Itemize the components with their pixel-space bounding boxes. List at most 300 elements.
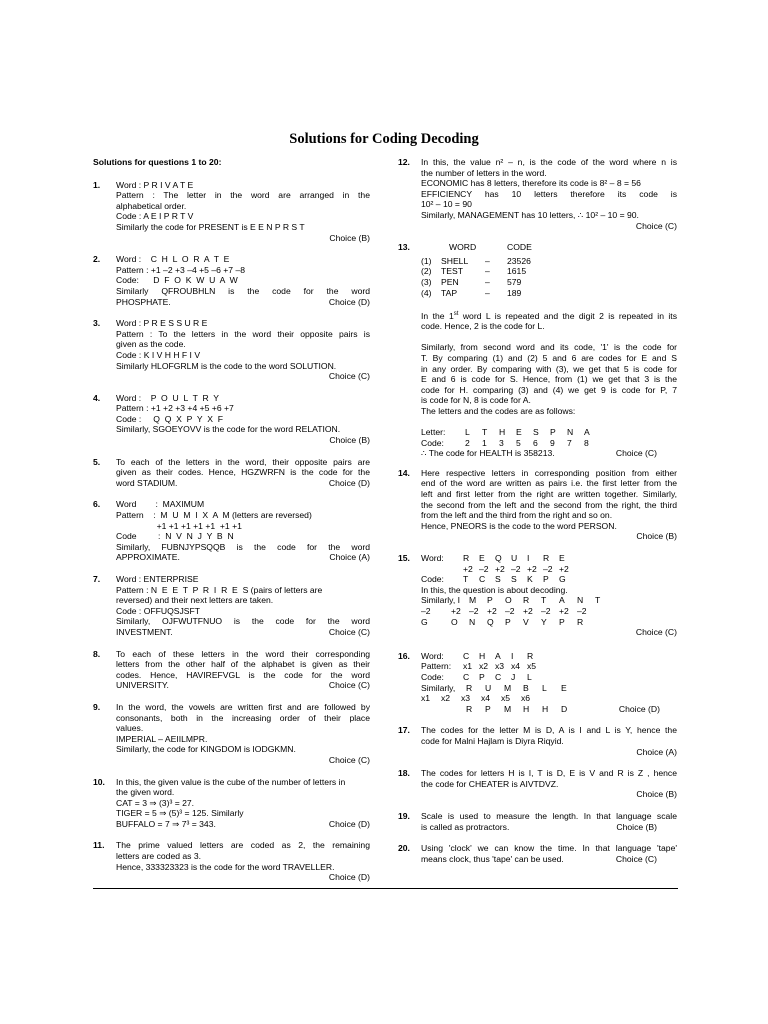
letter-cell: T <box>482 427 488 438</box>
answer-choice: Choice (B) <box>636 531 677 542</box>
code-cell: D <box>561 703 568 714</box>
row-word: TAP <box>441 287 458 298</box>
page-title: Solutions for Coding Decoding <box>289 131 479 147</box>
table-row <box>421 256 677 267</box>
solution-line: code for Malni Hajlam is Diyra Riqyid. <box>421 735 564 746</box>
solution-line <box>116 680 370 691</box>
pattern-row <box>421 661 677 672</box>
pattern-cell: x3 <box>495 661 505 672</box>
solution-line: given as the code. <box>116 339 186 350</box>
solution-line: Using 'clock' we can know the time. In that language 'tape' <box>421 843 677 854</box>
word-label: Word: <box>421 553 444 564</box>
answer-choice: Choice (C) <box>328 626 370 637</box>
solution-line: consonants, both in the increasing order of their place <box>116 712 370 723</box>
code-label <box>421 704 466 715</box>
letter-cell: L <box>542 682 547 693</box>
code-label: Code: <box>421 437 444 448</box>
pattern-cell: x1 <box>421 693 431 704</box>
word-row <box>421 651 677 662</box>
code-label: Code: <box>421 574 444 585</box>
solution-4 <box>93 393 370 446</box>
question-number: 14. <box>398 467 410 478</box>
letter-cell: U <box>485 682 492 693</box>
question-number: 17. <box>398 725 410 736</box>
code-cell: P <box>479 671 485 682</box>
pattern-cell: x4 <box>481 693 491 704</box>
pattern-cell: –2 <box>541 606 551 617</box>
letter-cell: N <box>567 427 574 438</box>
letter-cell: C <box>463 650 470 661</box>
spacer <box>421 417 677 428</box>
solution-line: Code : N V N J Y B N <box>116 531 234 542</box>
question-number: 6. <box>93 499 101 510</box>
code-cell: H <box>523 703 530 714</box>
letter-cell: A <box>495 650 501 661</box>
code-row <box>421 574 677 585</box>
solution-1 <box>93 180 370 244</box>
solution-line: the number of letters in the word. <box>421 167 547 178</box>
row-code: 189 <box>507 287 522 298</box>
table-header-code: CODE <box>507 242 532 253</box>
code-cell: R <box>577 616 584 627</box>
pattern-cell: x3 <box>461 693 471 704</box>
letter-cell: T <box>595 595 601 606</box>
answer-choice: Choice (D) <box>328 477 370 488</box>
question-number: 13. <box>398 242 410 253</box>
pattern-cell: +2 <box>559 606 569 617</box>
solution-text: In the 1 <box>421 310 454 321</box>
solution-line: values. <box>116 723 144 734</box>
solution-line: Word : MAXIMUM <box>116 499 205 510</box>
letter-cell: E <box>561 682 567 693</box>
question-number: 12. <box>398 157 410 167</box>
similar-label: Similarly, <box>421 682 456 693</box>
code-row <box>421 438 677 449</box>
code-cell: S <box>495 574 501 585</box>
answer-choice: Choice (C) <box>328 754 370 765</box>
answer-choice: Choice (C) <box>635 627 677 638</box>
pattern-label: Pattern: <box>421 661 452 672</box>
solution-3 <box>93 318 370 382</box>
question-number: 16. <box>398 650 410 661</box>
solution-line: To each of these letters in the word their corresponding <box>116 648 370 659</box>
solution-9 <box>93 702 370 766</box>
solution-14 <box>398 468 677 542</box>
solution-line: left and first letter from the right are written together. Similarly, <box>421 489 677 500</box>
table-cell <box>485 242 507 253</box>
answer-choice: Choice (C) <box>635 220 677 231</box>
letter-cell: H <box>499 427 506 438</box>
pattern-cell: +2 <box>495 563 505 574</box>
table-row <box>421 277 677 288</box>
solution-line: T. By comparing (1) and (2) 5 and 6 are codes for E and S <box>421 352 677 363</box>
solution-line: Code : Q Q X P Y X F <box>116 413 223 424</box>
pattern-cell: x1 <box>463 661 473 672</box>
letter-cell: M <box>469 595 477 606</box>
row-code: 579 <box>507 276 522 287</box>
pattern-cell: –2 <box>511 563 521 574</box>
spacer <box>421 298 677 309</box>
solution-line <box>116 819 370 830</box>
solution-line: Word : P R E S S U R E <box>116 318 208 329</box>
answer-choice: Choice (C) <box>615 853 657 864</box>
table-header-word: WORD <box>449 242 477 253</box>
pattern-cell: x5 <box>501 693 511 704</box>
solution-line: letters from the other half of the alphabet is given as their <box>116 659 370 670</box>
letter-cell: T <box>541 595 547 606</box>
solution-11 <box>93 840 370 882</box>
answer-choice: Choice (C) <box>615 448 657 459</box>
solution-line: code. Hence, 2 is the code for L. <box>421 321 545 332</box>
similar-pattern-row <box>421 693 677 704</box>
solution-text: APPROXIMATE. <box>116 552 180 563</box>
code-cell: S <box>511 574 517 585</box>
word-row <box>421 553 677 564</box>
code-cell: K <box>527 574 533 585</box>
solution-line: The letters and the codes are as follows: <box>421 405 576 416</box>
pattern-cell: –2 <box>577 606 587 617</box>
code-cell: O <box>451 616 458 627</box>
question-number: 2. <box>93 254 101 265</box>
question-number: 18. <box>398 768 410 779</box>
solution-16 <box>398 651 677 715</box>
solution-line: Word : P O U L T R Y <box>116 392 220 403</box>
solution-text: BUFFALO = 7 ⇒ 7³ = 343. <box>116 818 216 829</box>
code-cell: 1 <box>482 437 487 448</box>
answer-choice: Choice (D) <box>328 296 370 307</box>
question-number: 3. <box>93 318 101 329</box>
pattern-label <box>421 564 463 575</box>
solution-line: Pattern : +1 –2 +3 –4 +5 –6 +7 –8 <box>116 264 246 275</box>
letter-cell: R <box>543 553 550 564</box>
row-number: (2) <box>421 266 432 277</box>
pattern-cell: +2 <box>451 606 461 617</box>
solution-line: Pattern : N E E T P R I R E S (pairs of letters are <box>116 584 323 595</box>
pattern-cell: +2 <box>487 606 497 617</box>
solution-line: in any order. By comparing with (3), we get that 5 is code for <box>421 363 677 374</box>
answer-choice: Choice (A) <box>636 746 677 757</box>
letter-cell: I <box>527 553 530 564</box>
solution-line <box>116 478 370 489</box>
code-cell: 8 <box>584 437 589 448</box>
question-number: 10. <box>93 776 105 787</box>
word-label: Word: <box>421 650 444 661</box>
pattern-row <box>421 564 677 575</box>
solution-line: from the left and the third from the right and so on. <box>421 510 613 521</box>
letter-cell: O <box>505 595 512 606</box>
solution-12 <box>398 157 677 231</box>
letter-cell: B <box>523 682 529 693</box>
letter-cell: R <box>463 553 470 564</box>
letter-cell: E <box>559 553 565 564</box>
code-cell: P <box>505 616 511 627</box>
pattern-cell: –2 <box>421 606 431 617</box>
code-cell: R <box>466 703 473 714</box>
solution-line: Scale is used to measure the length. In that language scale <box>421 810 677 821</box>
question-number: 8. <box>93 648 101 659</box>
solution-line: TIGER = 5 ⇒ (5)³ = 125. Similarly <box>116 808 244 819</box>
code-cell: 5 <box>516 437 521 448</box>
row-dash: – <box>485 287 490 298</box>
solution-line <box>421 822 677 833</box>
solution-line: Similarly, MANAGEMENT has 10 letters, ∴ 10² – 10 = 90. <box>421 209 639 220</box>
solution-line: given as their codes. Hence, HGZWRFN is the code for the <box>116 467 370 478</box>
answer-choice: Choice (B) <box>329 232 370 243</box>
question-number: 1. <box>93 179 101 190</box>
solution-line: code for H. comparing (3) and (4) we get 9 is code for P, 7 <box>421 384 677 395</box>
row-code: 1615 <box>507 266 527 277</box>
answer-choice: Choice (C) <box>328 371 370 382</box>
left-column <box>93 157 370 894</box>
solution-8 <box>93 649 370 691</box>
pattern-cell: x2 <box>479 661 489 672</box>
answer-choice: Choice (B) <box>636 789 677 800</box>
letter-cell: U <box>511 553 518 564</box>
solution-line: Hence, PNEORS is the code to the word PERSON. <box>421 520 617 531</box>
solution-text: word L is repeated and the digit 2 is repeated in its <box>458 310 677 321</box>
pattern-cell: x2 <box>441 693 451 704</box>
row-number: (4) <box>421 287 432 298</box>
pattern-cell: +2 <box>527 563 537 574</box>
solution-line: CAT = 3 ⇒ (3)³ = 27. <box>116 797 195 808</box>
question-number: 19. <box>398 810 410 821</box>
solution-line: 10² – 10 = 90 <box>421 199 472 210</box>
solution-line: IMPERIAL – AEIILMPR. <box>116 733 208 744</box>
solution-15 <box>398 553 677 638</box>
solution-line: In the word, the vowels are written first and are followed by <box>116 701 370 712</box>
section-heading: Solutions for questions 1 to 20: <box>93 157 222 167</box>
letter-cell: N <box>577 595 584 606</box>
solution-line: Word : P R I V A T E <box>116 179 194 190</box>
solution-line: codes. Hence, HAVIREFVGL is the code for the word <box>116 669 370 680</box>
solution-line: Hence, 333323323 is the code for the word TRAVELLER. <box>116 861 335 872</box>
row-code: 23526 <box>507 255 531 266</box>
code-cell: C <box>463 671 470 682</box>
solution-line: To each of the letters in the word, their opposite pairs are <box>116 456 370 467</box>
solution-line: E and 6 is code for S. Hence, from (1) we get that 3 is the <box>421 374 677 385</box>
solution-line: is code for N, 8 is code for A. <box>421 395 531 406</box>
solution-line: Similarly, OJFWUTFNUO is the code for the word <box>116 616 370 627</box>
right-column <box>398 157 677 875</box>
code-cell: N <box>469 616 476 627</box>
solution-line: Similarly, the code for KINGDOM is IODGKMN. <box>116 744 296 755</box>
row-number: (3) <box>421 276 432 287</box>
answer-choice: Choice (C) <box>328 680 370 691</box>
solution-text: UNIVERSITY. <box>116 680 169 691</box>
letter-label: Letter: <box>421 427 446 438</box>
code-cell: Q <box>487 616 494 627</box>
similar-label: Similarly, I <box>421 595 460 606</box>
letter-cell: R <box>527 650 534 661</box>
solution-text: INVESTMENT. <box>116 626 173 637</box>
code-cell: 9 <box>550 437 555 448</box>
solution-line: Similarly the code for PRESENT is E E N P R S T <box>116 221 305 232</box>
question-number: 11. <box>93 840 105 851</box>
letter-cell: R <box>466 682 473 693</box>
letter-cell: S <box>533 427 539 438</box>
letter-cell: P <box>550 427 556 438</box>
solution-6 <box>93 499 370 563</box>
spacer <box>421 332 677 343</box>
solution-line <box>421 448 677 459</box>
question-number: 9. <box>93 701 101 712</box>
solution-line: Code : A E I P R T V <box>116 211 194 222</box>
answer-choice: Choice (D) <box>618 703 660 714</box>
solution-19 <box>398 811 677 832</box>
solution-line: In this, the given value is the cube of the number of letters in <box>116 776 346 787</box>
word-code-table <box>421 242 677 253</box>
solution-line: The codes for letters H is I, T is D, E is V and R is Z , hence <box>421 768 677 779</box>
pattern-cell: x6 <box>521 693 531 704</box>
question-number: 20. <box>398 843 410 854</box>
letter-cell: A <box>559 595 565 606</box>
solution-line: the given word. <box>116 787 175 798</box>
letter-cell: E <box>516 427 522 438</box>
solution-line: In this, the question is about decoding. <box>421 584 568 595</box>
solution-text: is called as protractors. <box>421 821 510 832</box>
pattern-cell: x5 <box>527 661 537 672</box>
solution-line: The codes for the letter M is D, A is I and L is Y, hence the <box>421 725 677 736</box>
solution-text: means clock, thus 'tape' can be used. <box>421 853 564 864</box>
answer-choice: Choice (D) <box>328 818 370 829</box>
letter-cell: L <box>465 427 470 438</box>
table-row <box>421 288 677 299</box>
pattern-cell: +2 <box>463 563 473 574</box>
solution-10 <box>93 777 370 830</box>
question-number: 5. <box>93 456 101 467</box>
solution-line <box>116 297 370 308</box>
code-cell: T <box>463 574 469 585</box>
row-number: (1) <box>421 255 432 266</box>
answer-choice: Choice (D) <box>328 872 370 883</box>
solution-2 <box>93 254 370 307</box>
letter-cell: A <box>584 427 590 438</box>
solution-line: Similarly, SGOEYOVV is the code for the word RELATION. <box>116 424 341 435</box>
code-cell: C <box>479 574 486 585</box>
letter-cell: Q <box>495 553 502 564</box>
solution-text: PHOSPHATE. <box>116 296 171 307</box>
solution-line: Word : C H L O R A T E <box>116 254 230 265</box>
pattern-cell: +2 <box>523 606 533 617</box>
similar-word-row <box>421 595 677 606</box>
answer-choice: Choice (B) <box>329 435 370 446</box>
pattern-cell: –2 <box>543 563 553 574</box>
code-cell: 6 <box>533 437 538 448</box>
pattern-cell: –2 <box>479 563 489 574</box>
code-cell: 2 <box>465 437 470 448</box>
pattern-cell: x4 <box>511 661 521 672</box>
solution-line: Code : K I V H H F I V <box>116 349 201 360</box>
solution-line: letters are coded as 3. <box>116 851 202 862</box>
row-word: SHELL <box>441 255 469 266</box>
solution-line: Pattern : To the letters in the word their opposite pairs is <box>116 328 370 339</box>
answer-choice: Choice (B) <box>616 821 657 832</box>
answer-choice: Choice (A) <box>329 552 370 563</box>
solution-line: end of the word are written as pairs i.e. the first letter from the <box>421 478 677 489</box>
solution-text: word STADIUM. <box>116 477 178 488</box>
letter-cell: I <box>511 650 514 661</box>
solution-line: Similarly, from second word and its code, '1' is the code for <box>421 342 677 353</box>
solution-line: Similarly QFROUBHLN is the code for the word <box>116 285 370 296</box>
pattern-cell: –2 <box>469 606 479 617</box>
solution-13 <box>398 242 677 459</box>
solution-line: The prime valued letters are coded as 2, the remaining <box>116 840 370 851</box>
code-row <box>421 672 677 683</box>
row-dash: – <box>485 276 490 287</box>
solution-20 <box>398 843 677 864</box>
similar-pattern-row <box>421 606 677 617</box>
solution-line <box>421 309 677 321</box>
letter-cell: P <box>487 595 493 606</box>
solution-line <box>421 854 677 865</box>
solution-5 <box>93 457 370 489</box>
solution-7 <box>93 574 370 638</box>
code-cell: G <box>421 616 428 627</box>
row-dash: – <box>485 255 490 266</box>
code-cell: P <box>543 574 549 585</box>
table-cell <box>421 242 441 253</box>
solution-line: Word : ENTERPRISE <box>116 574 199 584</box>
pattern-cell: –2 <box>505 606 515 617</box>
letter-row <box>421 427 677 438</box>
code-cell: P <box>559 616 565 627</box>
code-cell: 7 <box>567 437 572 448</box>
code-cell: L <box>527 671 532 682</box>
row-dash: – <box>485 266 490 277</box>
code-cell: H <box>542 703 549 714</box>
similar-code-row <box>421 617 677 628</box>
code-label: Code: <box>421 671 444 682</box>
solution-line: ECONOMIC has 8 letters, therefore its code is 8² – 8 = 56 <box>421 178 641 189</box>
solution-18 <box>398 768 677 800</box>
row-word: TEST <box>441 266 463 277</box>
superscript: st <box>453 310 459 317</box>
solution-line: Similarly HLOFGRLM is the code to the word SOLUTION. <box>116 360 337 371</box>
solution-line: Pattern : M U M I X A M (letters are reversed) <box>116 510 312 521</box>
code-cell: C <box>495 671 502 682</box>
solution-line: In this, the value n² – n, is the code of the word where n is <box>421 157 677 167</box>
code-cell: 3 <box>499 437 504 448</box>
question-number: 15. <box>398 553 410 564</box>
code-cell: V <box>523 616 529 627</box>
table-row <box>421 266 677 277</box>
solution-line: reversed) and their next letters are taken. <box>116 595 274 606</box>
solution-line <box>116 552 370 563</box>
letter-cell: M <box>504 682 512 693</box>
question-number: 7. <box>93 574 101 584</box>
solution-line: Here respective letters in corresponding position from either <box>421 467 677 478</box>
similar-code-row <box>421 704 677 715</box>
pattern-cell: +2 <box>559 563 569 574</box>
code-cell: J <box>511 671 516 682</box>
solution-line: alphabetical order. <box>116 200 187 211</box>
bottom-rule <box>93 888 678 889</box>
code-cell: M <box>504 703 512 714</box>
solution-17 <box>398 725 677 757</box>
question-number: 4. <box>93 392 101 403</box>
similar-word-row <box>421 683 677 694</box>
solution-line: Similarly, FUBNJYPSQQB is the code for the word <box>116 541 370 552</box>
code-cell: Y <box>541 616 547 627</box>
letter-cell: R <box>523 595 530 606</box>
letter-cell: E <box>479 553 485 564</box>
solution-line: Code: D F O K W U A W <box>116 275 238 286</box>
solution-line: Pattern : +1 +2 +3 +4 +5 +6 +7 <box>116 403 234 414</box>
solution-text: ∴ The code for HEALTH is 358213. <box>421 448 555 459</box>
solution-line: EFFICIENCY has 10 letters therefore its code is <box>421 188 677 199</box>
letter-cell: H <box>479 650 486 661</box>
solution-line: the second from the left and the second from the right, the third <box>421 499 677 510</box>
